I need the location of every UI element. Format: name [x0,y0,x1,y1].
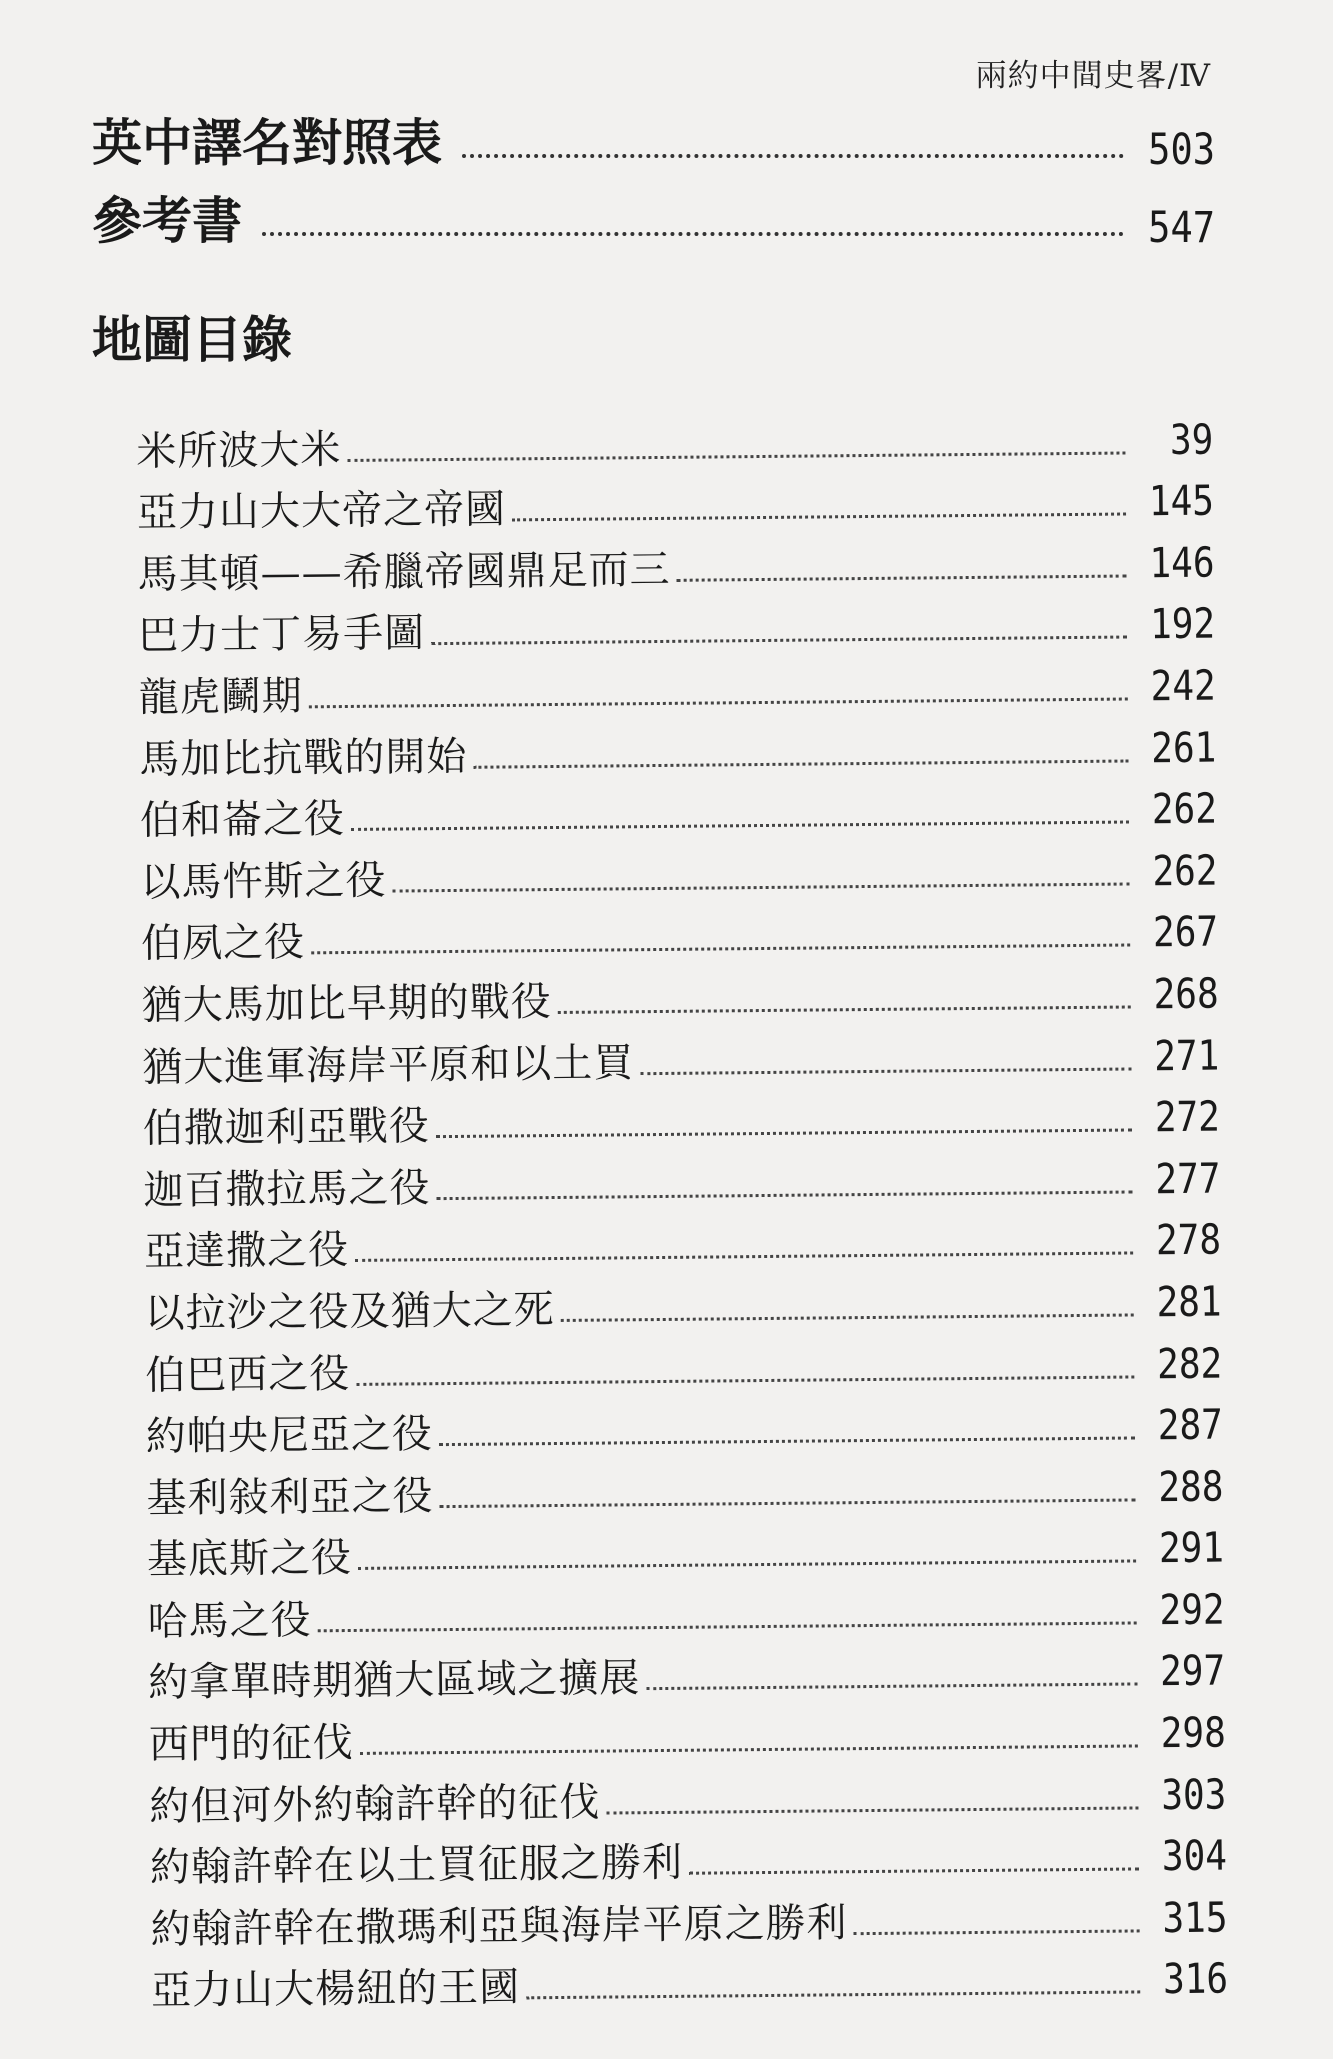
map-entry-title: 約拿單時期猶大區域之擴展 [148,1655,641,1707]
map-entry-title: 伯夙之役 [140,919,306,968]
dot-leader [436,1129,1132,1139]
map-entry-page: 268 [1153,970,1219,1019]
map-entry-title: 猶大進軍海岸平原和以土買 [142,1039,635,1091]
dot-leader [431,636,1127,646]
map-entry-page: 298 [1160,1709,1226,1758]
map-entry-title: 猶大馬加比早期的戰役 [141,978,552,1029]
dot-leader [677,574,1127,581]
dot-leader [437,1190,1133,1200]
dot-leader [355,1252,1133,1262]
dot-leader [854,1929,1140,1935]
dot-leader [358,1560,1136,1570]
map-entry-page: 282 [1156,1340,1223,1389]
dot-leader [561,1313,1134,1322]
dot-leader [309,697,1128,708]
map-entry-title: 伯撒迦利亞戰役 [142,1103,431,1153]
map-entry-title: 約但河外約翰許幹的征伐 [149,1779,601,1830]
map-entry-page: 262 [1152,847,1218,896]
map-entry-title: 哈馬之役 [147,1597,312,1645]
map-entry-title: 以馬忤斯之役 [140,857,387,906]
toc-entry-title: 英中譯名對照表 [92,114,442,172]
map-entry-title: 亞達撒之役 [143,1227,350,1276]
map-entry-page: 316 [1162,1956,1229,2004]
map-entry [136,400,1214,475]
map-entry-title: 馬其頓——希臘帝國鼎足而三 [137,546,671,598]
map-entry-title: 約翰許幹在撒瑪利亞與海岸平原之勝利 [150,1900,848,1953]
dot-leader [440,1498,1136,1508]
dot-leader [462,154,1124,158]
map-entry-page: 192 [1149,601,1216,649]
map-entry-title: 米所波大米 [136,426,342,475]
map-entry-page: 277 [1155,1155,1221,1204]
map-entry-title: 龍虎鬭期 [138,673,303,721]
map-entry-title: 亞力山大大帝之帝國 [136,486,507,537]
map-entry-page: 303 [1161,1771,1227,1820]
dot-leader [558,1005,1131,1014]
dot-leader [393,882,1130,892]
map-entry-title: 亞力山大楊紐的王國 [150,1964,521,2015]
map-entry-page: 145 [1148,477,1215,526]
map-entry-page: 315 [1162,1894,1228,1943]
map-entry-page: 271 [1153,1032,1220,1081]
map-entry-page: 261 [1151,724,1217,773]
map-entry-page: 242 [1150,662,1216,711]
dot-leader [439,1437,1135,1447]
toc-entry-page: 547 [1148,202,1215,253]
map-entry-title: 伯和崙之役 [139,796,346,845]
map-entry-title: 西門的征伐 [148,1720,355,1768]
map-entry-page: 146 [1149,539,1215,588]
map-entry-title: 迦百撒拉馬之役 [143,1164,431,1214]
dot-leader [360,1745,1138,1755]
dot-leader [646,1683,1137,1691]
dot-leader [689,1868,1139,1875]
running-head: 兩約中間史畧/Ⅳ [975,58,1211,94]
dot-leader [606,1806,1138,1814]
map-entry-title: 馬加比抗戰的開始 [139,733,468,783]
map-entry-page: 287 [1157,1401,1224,1450]
map-entry-title: 以拉沙之役及猶大之死 [144,1286,555,1337]
dot-leader [347,451,1125,461]
map-entry-title: 約翰許幹在以土買征服之勝利 [149,1840,684,1892]
map-entry-title: 約帕央尼亞之役 [145,1411,434,1461]
map-entry-title: 基底斯之役 [146,1535,353,1584]
map-entry-page: 281 [1156,1278,1222,1327]
map-entry-title: 巴力士丁易手圖 [137,610,426,660]
map-entry-page: 304 [1161,1832,1228,1881]
map-entry-page: 297 [1159,1648,1226,1696]
map-entry-page: 262 [1151,785,1218,834]
toc-entry-glossary [92,114,1215,175]
map-entry-title: 伯巴西之役 [145,1350,351,1399]
map-entry-page: 291 [1158,1525,1225,1573]
dot-leader [356,1375,1134,1385]
dot-leader [351,821,1129,831]
map-entry-page: 292 [1159,1586,1225,1635]
map-entry-page: 272 [1154,1093,1221,1142]
map-entry-title: 基利敍利亞之役 [146,1472,434,1522]
dot-leader [526,1991,1140,2000]
section-heading: 地圖目錄 [92,311,292,369]
toc-entry-page: 503 [1148,124,1215,175]
dot-leader [262,232,1124,236]
dot-leader [640,1067,1131,1075]
map-entry-page: 39 [1169,416,1214,464]
toc-entry-bibliography [92,192,1215,253]
toc-entry-title: 參考書 [92,192,242,250]
dot-leader [473,759,1128,768]
map-entry-page: 267 [1152,909,1219,957]
dot-leader [318,1621,1137,1632]
map-list [136,400,1229,2015]
map-entry-page: 278 [1155,1217,1222,1265]
dot-leader [512,513,1126,522]
map-entry-page: 288 [1158,1463,1224,1512]
dot-leader [311,944,1130,955]
